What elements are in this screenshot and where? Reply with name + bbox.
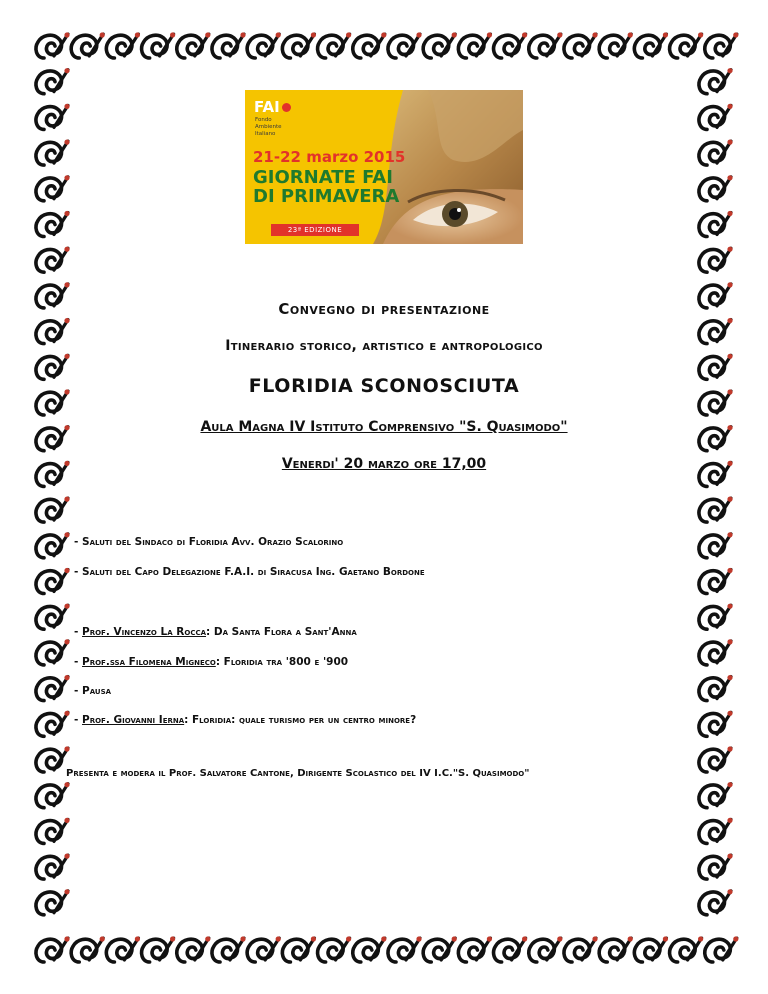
- spiral-ornament-icon: [699, 818, 733, 844]
- spiral-ornament-icon: [634, 32, 668, 58]
- fai-subtitle-line: Ambiente: [255, 124, 282, 130]
- spiral-ornament-icon: [142, 32, 176, 58]
- spiral-ornament-icon: [388, 936, 422, 962]
- banner-title-line-2: DI PRIMAVERA: [253, 186, 400, 207]
- spiral-ornament-icon: [699, 568, 733, 594]
- spiral-ornament-icon: [699, 175, 733, 201]
- spiral-ornament-icon: [670, 936, 704, 962]
- spiral-ornament-icon: [564, 32, 598, 58]
- date-heading: Venerdi' 20 marzo ore 17,00: [281, 456, 487, 472]
- spiral-ornament-icon: [634, 936, 668, 962]
- program-item: - Prof. Giovanni Ierna: Floridia: quale turismo per un centro minore?: [74, 714, 417, 726]
- banner-edition: 23ª EDIZIONE: [271, 224, 359, 236]
- spiral-ornament-icon: [36, 818, 70, 844]
- spiral-ornament-icon: [699, 104, 733, 130]
- speaker-name: Prof.ssa Filomena Migneco: [82, 656, 216, 668]
- spiral-ornament-icon: [142, 936, 176, 962]
- spiral-ornament-icon: [212, 32, 246, 58]
- spiral-ornament-icon: [423, 32, 457, 58]
- spiral-ornament-icon: [494, 936, 528, 962]
- spiral-ornament-icon: [36, 497, 70, 523]
- spiral-ornament-icon: [36, 639, 70, 665]
- spiral-ornament-icon: [71, 936, 105, 962]
- spiral-ornament-icon: [699, 497, 733, 523]
- fai-logo: FAI: [254, 98, 291, 116]
- eye-artwork-icon: [373, 90, 523, 244]
- spiral-ornament-icon: [318, 32, 352, 58]
- spiral-ornament-icon: [599, 32, 633, 58]
- spiral-ornament-icon: [212, 936, 246, 962]
- spiral-ornament-icon: [388, 32, 422, 58]
- spiral-ornament-icon: [705, 936, 739, 962]
- spiral-ornament-icon: [699, 711, 733, 737]
- spiral-ornament-icon: [247, 936, 281, 962]
- spiral-ornament-icon: [106, 936, 140, 962]
- spiral-ornament-icon: [699, 247, 733, 273]
- spiral-ornament-icon: [699, 68, 733, 94]
- spiral-ornament-icon: [699, 211, 733, 237]
- spiral-ornament-icon: [529, 936, 563, 962]
- spiral-ornament-icon: [699, 532, 733, 558]
- venue-heading: Aula Magna IV Istituto Comprensivo "S. Quasimodo": [200, 419, 568, 435]
- spiral-ornament-icon: [353, 936, 387, 962]
- fai-subtitle-line: Italiano: [255, 131, 276, 137]
- moderator-note: Presenta e modera il Prof. Salvatore Cantone, Dirigente Scolastico del IV I.C."S. Quasimodo": [66, 768, 530, 779]
- program-item: - Saluti del Capo Delegazione F.A.I. di Siracusa Ing. Gaetano Bordone: [74, 566, 425, 578]
- speaker-name: Prof. Vincenzo La Rocca: [82, 626, 207, 638]
- spiral-ornament-icon: [699, 604, 733, 630]
- spiral-ornament-icon: [36, 936, 70, 962]
- spiral-ornament-icon: [699, 889, 733, 915]
- spiral-ornament-icon: [599, 936, 633, 962]
- itinerario-heading: Itinerario storico, artistico e antropologico: [225, 338, 543, 354]
- spiral-ornament-icon: [36, 532, 70, 558]
- spiral-ornament-icon: [699, 140, 733, 166]
- spiral-ornament-icon: [36, 32, 70, 58]
- spiral-ornament-icon: [36, 746, 70, 772]
- spiral-ornament-icon: [177, 936, 211, 962]
- spiral-ornament-icon: [106, 32, 140, 58]
- event-title: FLORIDIA SCONOSCIUTA: [248, 375, 520, 397]
- spiral-ornament-icon: [282, 936, 316, 962]
- spiral-ornament-icon: [36, 604, 70, 630]
- spiral-ornament-icon: [564, 936, 598, 962]
- spiral-ornament-icon: [177, 32, 211, 58]
- program-item: - Pausa: [74, 685, 112, 697]
- fai-banner-image: [245, 90, 523, 244]
- spiral-ornament-icon: [36, 889, 70, 915]
- fai-subtitle: [255, 117, 295, 138]
- spiral-ornament-icon: [423, 936, 457, 962]
- spiral-ornament-icon: [36, 675, 70, 701]
- spiral-ornament-icon: [494, 32, 528, 58]
- spiral-ornament-icon: [699, 675, 733, 701]
- banner-title-line-1: GIORNATE FAI: [253, 167, 393, 188]
- spiral-ornament-icon: [458, 936, 492, 962]
- spiral-ornament-icon: [36, 68, 70, 94]
- banner-dates: 21-22 marzo 2015: [253, 148, 406, 166]
- spiral-ornament-icon: [36, 782, 70, 808]
- spiral-ornament-icon: [71, 32, 105, 58]
- spiral-ornament-icon: [36, 140, 70, 166]
- spiral-ornament-icon: [670, 32, 704, 58]
- spiral-ornament-icon: [247, 32, 281, 58]
- spiral-ornament-icon: [318, 936, 352, 962]
- program-item: - Prof.ssa Filomena Migneco: Floridia tra '800 e '900: [74, 656, 349, 668]
- spiral-ornament-icon: [36, 211, 70, 237]
- spiral-ornament-icon: [699, 639, 733, 665]
- spiral-ornament-icon: [705, 32, 739, 58]
- fai-subtitle-line: Fondo: [255, 117, 272, 123]
- spiral-ornament-icon: [699, 782, 733, 808]
- program-item: - Prof. Vincenzo La Rocca: Da Santa Flora a Sant'Anna: [74, 626, 357, 638]
- spiral-ornament-icon: [36, 568, 70, 594]
- spiral-ornament-icon: [699, 854, 733, 880]
- spiral-ornament-icon: [36, 104, 70, 130]
- fai-logo-dot-icon: [282, 103, 291, 112]
- speaker-name: Prof. Giovanni Ierna: [82, 714, 185, 726]
- spiral-ornament-icon: [458, 32, 492, 58]
- banner-title: [253, 168, 399, 206]
- spiral-ornament-icon: [529, 32, 563, 58]
- spiral-ornament-icon: [699, 746, 733, 772]
- spiral-ornament-icon: [36, 854, 70, 880]
- spiral-ornament-icon: [36, 175, 70, 201]
- program-item: - Saluti del Sindaco di Floridia Avv. Orazio Scalorino: [74, 536, 344, 548]
- spiral-ornament-icon: [353, 32, 387, 58]
- spiral-ornament-icon: [282, 32, 316, 58]
- spiral-ornament-icon: [36, 711, 70, 737]
- spiral-ornament-icon: [36, 247, 70, 273]
- convegno-heading: Convegno di presentazione: [278, 300, 490, 318]
